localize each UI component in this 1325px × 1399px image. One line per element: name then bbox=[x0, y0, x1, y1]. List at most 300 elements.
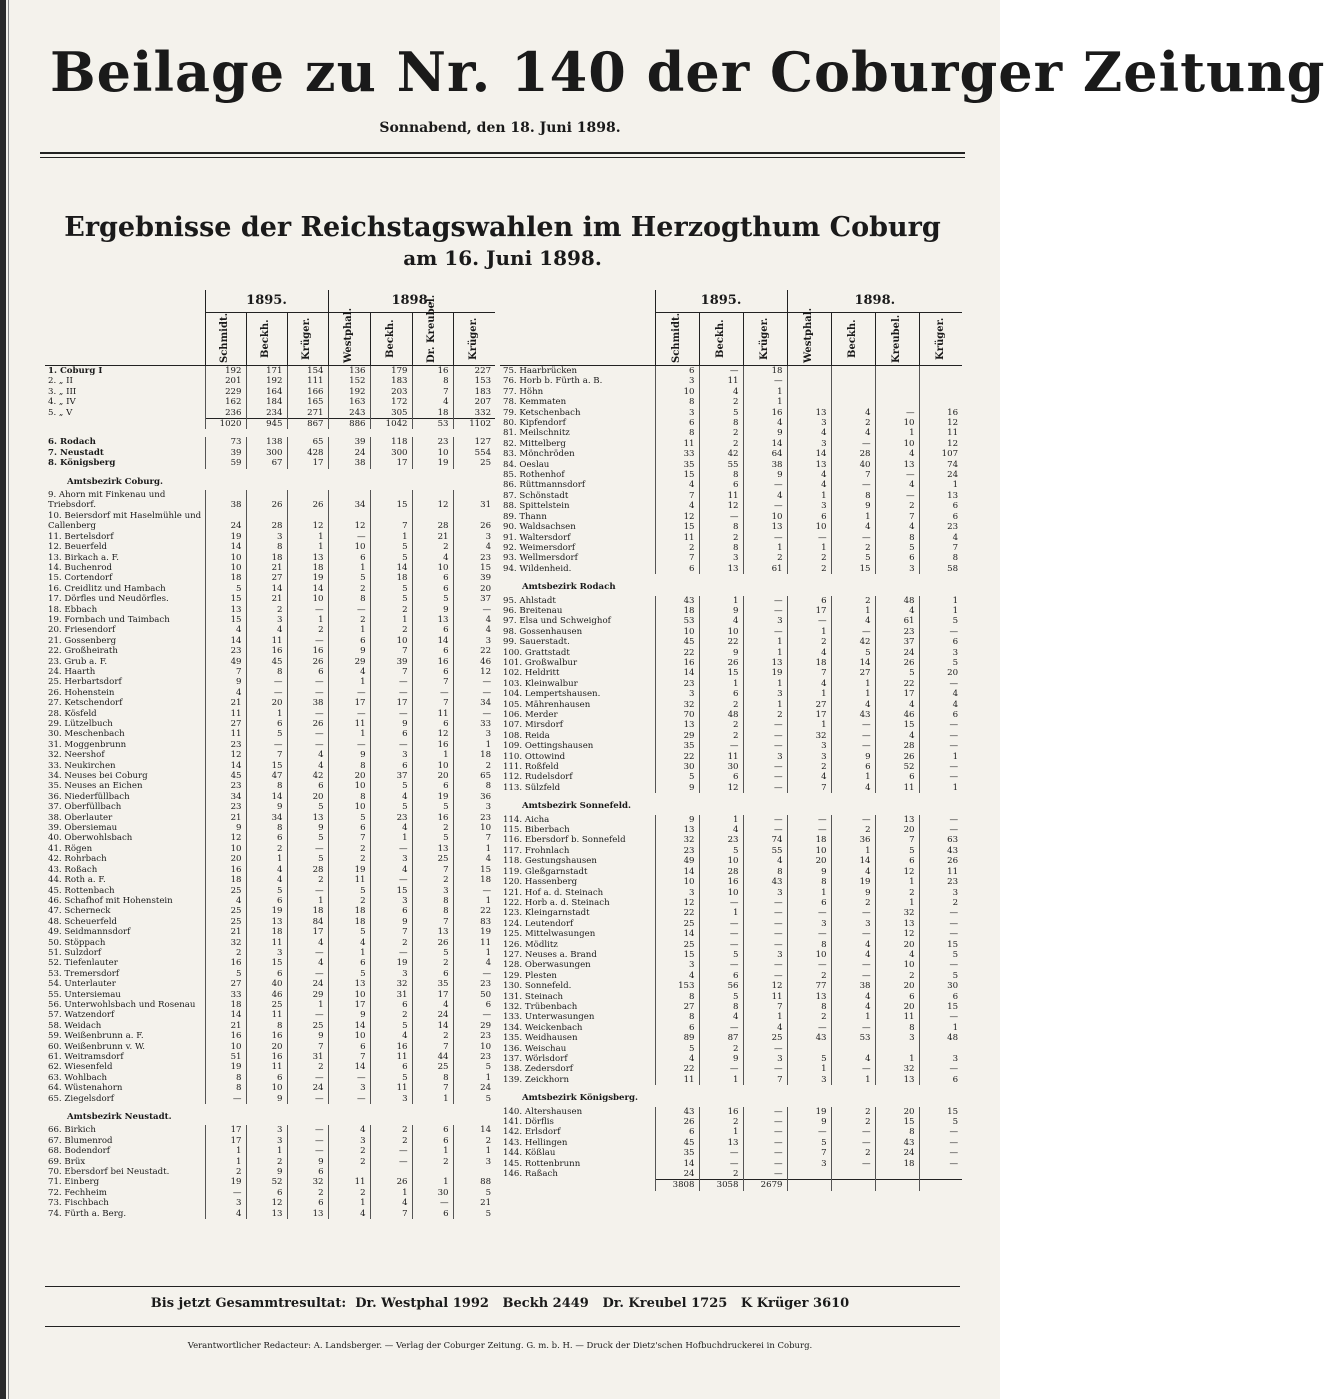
vote-count: 3 bbox=[831, 919, 875, 929]
vote-count: 2 bbox=[699, 1044, 743, 1054]
vote-count: 2 bbox=[370, 625, 412, 635]
place-name: 48. Scheuerfeld bbox=[48, 916, 117, 927]
vote-count: 5 bbox=[246, 729, 287, 739]
table-row bbox=[45, 854, 495, 864]
place-name: 136. Weischau bbox=[503, 1043, 567, 1054]
vote-count: 14 bbox=[831, 856, 875, 866]
vote-count: 3 bbox=[743, 950, 787, 960]
vote-count: — bbox=[287, 1094, 328, 1104]
table-row bbox=[500, 658, 962, 668]
col-header: Krüger. bbox=[743, 313, 787, 366]
vote-count: 2 bbox=[743, 553, 787, 563]
vote-count: 2 bbox=[412, 823, 453, 833]
vote-count: 15 bbox=[919, 940, 962, 950]
vote-count: 7 bbox=[370, 927, 412, 937]
vote-count: — bbox=[699, 1023, 743, 1033]
table-row bbox=[45, 594, 495, 604]
vote-count: 7 bbox=[412, 387, 453, 397]
place-name bbox=[500, 1180, 655, 1191]
overall-result bbox=[0, 1296, 1000, 1311]
vote-count: 2 bbox=[205, 948, 246, 958]
table-row bbox=[500, 825, 962, 835]
place-name: 39. Obersiemau bbox=[48, 823, 118, 834]
vote-count: 43 bbox=[655, 1107, 699, 1117]
vote-count: 19 bbox=[453, 927, 495, 937]
table-row bbox=[500, 919, 962, 929]
vote-count: 3 bbox=[787, 752, 831, 762]
vote-count: 1 bbox=[743, 397, 787, 407]
vote-count: 1 bbox=[743, 543, 787, 553]
vote-count: 38 bbox=[328, 458, 370, 468]
vote-count: 7 bbox=[287, 1042, 328, 1052]
vote-count: 25 bbox=[655, 940, 699, 950]
table-row bbox=[45, 698, 495, 708]
district-heading-label: Amtsbezirk Rodach bbox=[522, 582, 616, 593]
vote-count: 14 bbox=[412, 1021, 453, 1031]
vote-count: 4 bbox=[787, 470, 831, 480]
table-row bbox=[45, 437, 495, 447]
place-name: 116. Ebersdorf b. Sonnefeld bbox=[503, 835, 626, 846]
vote-count: 1 bbox=[453, 740, 495, 750]
vote-count: 11 bbox=[453, 938, 495, 948]
vote-count: 27 bbox=[205, 979, 246, 989]
vote-count: — bbox=[919, 627, 962, 637]
vote-count: 51 bbox=[205, 1052, 246, 1062]
table-row bbox=[45, 729, 495, 739]
place-name: 146. Raßach bbox=[503, 1169, 558, 1180]
table-row bbox=[500, 1002, 962, 1012]
vote-count bbox=[370, 511, 412, 521]
table-row bbox=[500, 741, 962, 751]
vote-count: 6 bbox=[875, 992, 919, 1002]
table-row bbox=[45, 761, 495, 771]
masthead-rule-bottom bbox=[40, 157, 965, 158]
page-subtitle: am 16. Juni 1898. bbox=[403, 246, 602, 270]
vote-count: 23 bbox=[453, 813, 495, 823]
vote-count: 22 bbox=[655, 752, 699, 762]
vote-count: 1 bbox=[412, 1094, 453, 1104]
place-name: 103. Kleinwalbur bbox=[503, 678, 578, 689]
vote-count: 1 bbox=[743, 679, 787, 689]
vote-count: 32 bbox=[287, 1177, 328, 1187]
table-row bbox=[500, 898, 962, 908]
vote-count: 5 bbox=[919, 1117, 962, 1127]
vote-count: 4 bbox=[370, 792, 412, 802]
vote-count: — bbox=[287, 886, 328, 896]
vote-count bbox=[246, 490, 287, 500]
table-row bbox=[500, 1117, 962, 1127]
place-name: 117. Frohnlach bbox=[503, 845, 570, 856]
vote-count bbox=[875, 1044, 919, 1054]
vote-count: 70 bbox=[655, 710, 699, 720]
vote-count: 6 bbox=[787, 596, 831, 606]
place-name: 137. Wörlsdorf bbox=[503, 1054, 568, 1064]
vote-count: 48 bbox=[699, 710, 743, 720]
place-name: 62. Wiesenfeld bbox=[48, 1062, 113, 1073]
vote-count: 28 bbox=[831, 449, 875, 459]
vote-count: 2 bbox=[287, 875, 328, 885]
vote-count: 13 bbox=[655, 720, 699, 730]
vote-count: 5 bbox=[370, 553, 412, 563]
district-heading bbox=[45, 1104, 495, 1125]
vote-count: 945 bbox=[246, 419, 287, 430]
vote-count: 1 bbox=[699, 815, 743, 825]
vote-count: 6 bbox=[655, 1023, 699, 1033]
district-heading-label: Amtsbezirk Königsberg. bbox=[522, 1093, 639, 1104]
vote-count: — bbox=[787, 1127, 831, 1137]
table-row bbox=[500, 1033, 962, 1043]
table-row bbox=[45, 969, 495, 979]
vote-count: 2 bbox=[246, 1157, 287, 1167]
vote-count: 15 bbox=[655, 470, 699, 480]
district-heading bbox=[500, 1085, 962, 1106]
vote-count: 13 bbox=[412, 927, 453, 937]
vote-count: 1 bbox=[787, 543, 831, 553]
vote-count: 11 bbox=[699, 491, 743, 501]
vote-count: 9 bbox=[699, 1054, 743, 1064]
table-row bbox=[500, 668, 962, 678]
table-row bbox=[45, 646, 495, 656]
vote-count: 2 bbox=[699, 439, 743, 449]
vote-count: 18 bbox=[743, 366, 787, 377]
vote-count: 1 bbox=[370, 833, 412, 843]
vote-count: 7 bbox=[787, 668, 831, 678]
vote-count: 33 bbox=[453, 719, 495, 729]
vote-count: — bbox=[787, 616, 831, 626]
vote-count: 3 bbox=[787, 501, 831, 511]
vote-count: 24 bbox=[287, 1083, 328, 1093]
vote-count: 7 bbox=[412, 1083, 453, 1093]
vote-count: 2 bbox=[370, 1010, 412, 1020]
table-row bbox=[500, 815, 962, 825]
vote-count: — bbox=[919, 741, 962, 751]
vote-count: 21 bbox=[453, 1198, 495, 1208]
vote-count: 2 bbox=[875, 971, 919, 981]
vote-count: 24 bbox=[453, 1083, 495, 1093]
vote-count: 17 bbox=[287, 458, 328, 468]
vote-count: 3 bbox=[787, 418, 831, 428]
place-name: 30. Meschenbach bbox=[48, 729, 125, 740]
table-row bbox=[500, 387, 962, 397]
vote-count: 38 bbox=[743, 460, 787, 470]
vote-count: — bbox=[919, 1148, 962, 1158]
vote-count: 19 bbox=[287, 573, 328, 583]
vote-count: 1 bbox=[831, 1075, 875, 1085]
table-row bbox=[500, 533, 962, 543]
vote-count: — bbox=[453, 709, 495, 719]
vote-count: 7 bbox=[787, 1148, 831, 1158]
table-row bbox=[45, 990, 495, 1000]
vote-count: 22 bbox=[655, 648, 699, 658]
vote-count: 7 bbox=[453, 833, 495, 843]
vote-count: 2 bbox=[831, 1148, 875, 1158]
place-name: 51. Sulzdorf bbox=[48, 947, 102, 958]
vote-count: 24 bbox=[287, 979, 328, 989]
vote-count: 2 bbox=[328, 1157, 370, 1167]
table-row bbox=[500, 700, 962, 710]
vote-count: 2 bbox=[287, 1188, 328, 1198]
place-name: 11. Bertelsdorf bbox=[48, 531, 114, 542]
vote-count: 43 bbox=[787, 1033, 831, 1043]
vote-count: — bbox=[919, 815, 962, 825]
result-westphal: Dr. Westphal 1992 bbox=[355, 1296, 489, 1311]
vote-count: 9 bbox=[246, 1094, 287, 1104]
vote-count: 31 bbox=[453, 500, 495, 510]
vote-count: — bbox=[287, 948, 328, 958]
vote-count: 18 bbox=[287, 563, 328, 573]
vote-count bbox=[787, 366, 831, 377]
vote-count: 6 bbox=[699, 971, 743, 981]
vote-count: 2 bbox=[453, 1136, 495, 1146]
vote-count: 28 bbox=[246, 521, 287, 531]
vote-count: 40 bbox=[246, 979, 287, 989]
vote-count: 11 bbox=[412, 709, 453, 719]
table-row bbox=[45, 917, 495, 927]
vote-count: 6 bbox=[328, 958, 370, 968]
vote-count: 13 bbox=[875, 919, 919, 929]
vote-count: 6 bbox=[287, 781, 328, 791]
place-name: 64. Wüstenahorn bbox=[48, 1083, 123, 1094]
vote-count: — bbox=[453, 1010, 495, 1020]
vote-count: 6 bbox=[699, 772, 743, 782]
vote-count: 7 bbox=[370, 646, 412, 656]
vote-count: 29 bbox=[453, 1021, 495, 1031]
col-header: Westphal. bbox=[328, 313, 370, 366]
vote-count: — bbox=[919, 720, 962, 730]
vote-count: — bbox=[831, 720, 875, 730]
place-name: 52. Tiefenlauter bbox=[48, 958, 118, 969]
vote-count: 10 bbox=[328, 990, 370, 1000]
table-row bbox=[500, 992, 962, 1002]
vote-count: 65 bbox=[287, 437, 328, 447]
vote-count: 153 bbox=[453, 376, 495, 386]
vote-count bbox=[370, 490, 412, 500]
vote-count: 16 bbox=[919, 408, 962, 418]
table-row bbox=[45, 979, 495, 989]
vote-count: 61 bbox=[875, 616, 919, 626]
vote-count: 30 bbox=[919, 981, 962, 991]
vote-count: 46 bbox=[246, 990, 287, 1000]
vote-count: 5 bbox=[205, 584, 246, 594]
vote-count: 5 bbox=[453, 1062, 495, 1072]
vote-count: 2 bbox=[699, 533, 743, 543]
place-name: 80. Kipfendorf bbox=[503, 418, 566, 429]
vote-count: 31 bbox=[287, 1052, 328, 1062]
vote-count: 6 bbox=[412, 646, 453, 656]
vote-count: 9 bbox=[743, 470, 787, 480]
vote-count: 11 bbox=[205, 729, 246, 739]
vote-count bbox=[205, 511, 246, 521]
vote-count: 17 bbox=[370, 458, 412, 468]
vote-count: 14 bbox=[205, 1010, 246, 1020]
table-row bbox=[45, 490, 495, 500]
vote-count: 65 bbox=[453, 771, 495, 781]
vote-count: 6 bbox=[412, 719, 453, 729]
vote-count: — bbox=[246, 740, 287, 750]
table-row bbox=[45, 615, 495, 625]
vote-count: 10 bbox=[328, 1031, 370, 1041]
vote-count: — bbox=[919, 1064, 962, 1074]
vote-count: 8 bbox=[831, 491, 875, 501]
vote-count: 8 bbox=[412, 1073, 453, 1083]
vote-count: 4 bbox=[787, 480, 831, 490]
result-kreubel: Dr. Kreubel 1725 bbox=[602, 1296, 728, 1311]
table-row bbox=[500, 929, 962, 939]
vote-count: 12 bbox=[246, 1198, 287, 1208]
vote-count: 3 bbox=[699, 553, 743, 563]
place-name: 19. Fornbach und Taimbach bbox=[48, 614, 170, 625]
vote-count: 3 bbox=[370, 896, 412, 906]
vote-count: 5 bbox=[875, 668, 919, 678]
table-row bbox=[45, 573, 495, 583]
vote-count: 4 bbox=[453, 854, 495, 864]
vote-count: 5 bbox=[831, 648, 875, 658]
vote-count: 6 bbox=[655, 366, 699, 377]
vote-count: 11 bbox=[246, 938, 287, 948]
vote-count: 2 bbox=[831, 1107, 875, 1117]
vote-count: 5 bbox=[370, 802, 412, 812]
vote-count: 7 bbox=[743, 1075, 787, 1085]
vote-count bbox=[875, 387, 919, 397]
masthead-rule-top bbox=[40, 152, 965, 154]
vote-count: 7 bbox=[787, 783, 831, 793]
place-name: 115. Biberbach bbox=[503, 825, 570, 836]
table-row bbox=[45, 542, 495, 552]
place-name: 144. Kößlau bbox=[503, 1148, 556, 1159]
vote-count: 89 bbox=[655, 1033, 699, 1043]
table-row bbox=[500, 752, 962, 762]
vote-count: 39 bbox=[205, 448, 246, 458]
vote-count bbox=[919, 376, 962, 386]
vote-count: — bbox=[919, 825, 962, 835]
vote-count: 18 bbox=[205, 573, 246, 583]
table-row bbox=[45, 448, 495, 458]
table-row bbox=[45, 709, 495, 719]
vote-count: 2 bbox=[328, 615, 370, 625]
vote-count: 22 bbox=[655, 1064, 699, 1074]
vote-count: 3058 bbox=[699, 1180, 743, 1191]
table-row bbox=[45, 719, 495, 729]
vote-count: — bbox=[831, 1023, 875, 1033]
vote-count: 53 bbox=[412, 419, 453, 430]
vote-count: 20 bbox=[919, 668, 962, 678]
vote-count: 14 bbox=[370, 563, 412, 573]
vote-count: 2 bbox=[328, 584, 370, 594]
vote-count: — bbox=[831, 741, 875, 751]
vote-count: 6 bbox=[328, 553, 370, 563]
table-row bbox=[500, 971, 962, 981]
vote-count: 1 bbox=[328, 677, 370, 687]
vote-count: 11 bbox=[328, 1177, 370, 1187]
vote-count: 428 bbox=[287, 448, 328, 458]
vote-count bbox=[919, 1180, 962, 1191]
vote-count: 2 bbox=[699, 700, 743, 710]
place-name: 49. Seidmannsdorf bbox=[48, 927, 131, 938]
vote-count: 18 bbox=[453, 875, 495, 885]
place-name: 73. Fischbach bbox=[48, 1198, 109, 1209]
vote-count: — bbox=[699, 929, 743, 939]
vote-count: 77 bbox=[787, 981, 831, 991]
vote-count: 6 bbox=[699, 480, 743, 490]
place-name: 27. Ketschendorf bbox=[48, 698, 123, 709]
vote-count: 1 bbox=[246, 1146, 287, 1156]
table-row bbox=[500, 637, 962, 647]
vote-count: 21 bbox=[205, 927, 246, 937]
place-name: 124. Leutendorf bbox=[503, 918, 574, 929]
place-name: 82. Mittelberg bbox=[503, 438, 566, 449]
vote-count: 2 bbox=[246, 605, 287, 615]
vote-count: 2 bbox=[919, 898, 962, 908]
table-row bbox=[45, 1136, 495, 1146]
vote-count: 4 bbox=[453, 615, 495, 625]
vote-count bbox=[370, 1167, 412, 1177]
vote-count: 9 bbox=[287, 1031, 328, 1041]
vote-count: 26 bbox=[246, 500, 287, 510]
vote-count: 2 bbox=[699, 428, 743, 438]
place-name: 135. Weidhausen bbox=[503, 1033, 578, 1044]
vote-count: 8 bbox=[328, 792, 370, 802]
vote-count: 3 bbox=[370, 969, 412, 979]
table-row bbox=[500, 491, 962, 501]
vote-count: 867 bbox=[287, 419, 328, 430]
vote-count: 1 bbox=[412, 1146, 453, 1156]
vote-count: — bbox=[370, 844, 412, 854]
vote-count: 6 bbox=[412, 667, 453, 677]
table-row bbox=[45, 387, 495, 397]
vote-count: 3 bbox=[655, 888, 699, 898]
vote-count: 34 bbox=[328, 500, 370, 510]
vote-count: — bbox=[287, 709, 328, 719]
vote-count: 1 bbox=[370, 532, 412, 542]
vote-count: 9 bbox=[370, 917, 412, 927]
vote-count: 38 bbox=[287, 698, 328, 708]
table-row bbox=[500, 888, 962, 898]
vote-count: — bbox=[287, 740, 328, 750]
vote-count: 10 bbox=[875, 960, 919, 970]
vote-count: 9 bbox=[831, 752, 875, 762]
vote-count: 2 bbox=[743, 710, 787, 720]
vote-count: 12 bbox=[875, 929, 919, 939]
vote-count: 26 bbox=[875, 658, 919, 668]
vote-count: — bbox=[919, 908, 962, 918]
table-row bbox=[500, 772, 962, 782]
vote-count: 1 bbox=[787, 491, 831, 501]
vote-count: 20 bbox=[787, 856, 831, 866]
page-title: Ergebnisse der Reichstagswahlen im Herzogthum Coburg bbox=[64, 212, 941, 243]
vote-count: 27 bbox=[246, 573, 287, 583]
vote-count: 4 bbox=[831, 428, 875, 438]
vote-count: 1 bbox=[328, 625, 370, 635]
table-row bbox=[500, 543, 962, 553]
vote-count: 5 bbox=[453, 1209, 495, 1219]
vote-count bbox=[287, 511, 328, 521]
place-name: 100. Grattstadt bbox=[503, 647, 570, 658]
vote-count: 14 bbox=[787, 449, 831, 459]
vote-count: 16 bbox=[412, 813, 453, 823]
vote-count: 14 bbox=[831, 658, 875, 668]
vote-count: 13 bbox=[875, 460, 919, 470]
year-1895-header: 1895. bbox=[655, 290, 787, 313]
vote-count: 4 bbox=[205, 625, 246, 635]
vote-count: 26 bbox=[287, 657, 328, 667]
vote-count: 14 bbox=[246, 584, 287, 594]
vote-count: — bbox=[699, 960, 743, 970]
vote-count: 13 bbox=[875, 815, 919, 825]
table-row bbox=[500, 606, 962, 616]
vote-count: 7 bbox=[875, 512, 919, 522]
vote-count: 2 bbox=[370, 1136, 412, 1146]
vote-count: 26 bbox=[287, 719, 328, 729]
